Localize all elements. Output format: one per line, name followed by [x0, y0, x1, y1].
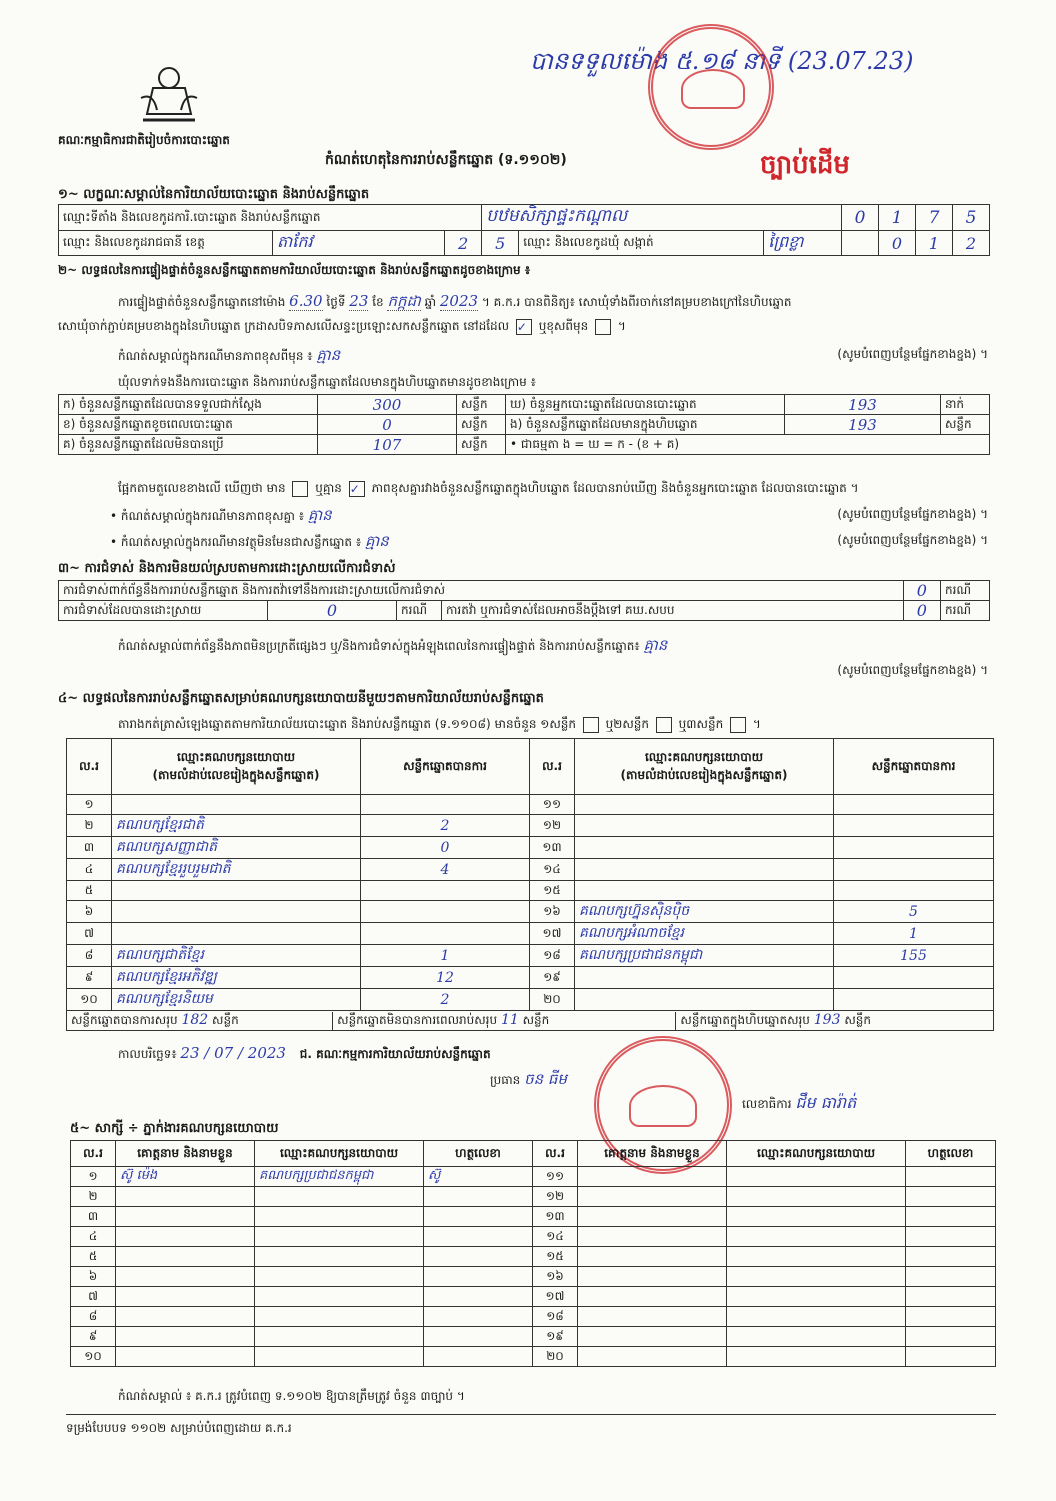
- form-page: គណៈកម្មាធិការជាតិរៀបចំការបោះឆ្នោត កំណត់ហេតុនៃការរាប់សន្លឹកឆ្នោត (ទ.១១០២) ច្បាប់ដើម បានទទួលម៉ោង ៥.១៨ នាទី (23.07.23) ១~ លក្ខណៈសម្គាល់នៃការិយាល័យបោះឆ្នោត និងរាប់សន្លឹកឆ្នោត ឈ្មោះទីតាំង និងលេខកូដការិ.បោះឆ្នោត និងរាប់សន្លឹកឆ្នោត បឋមសិក្សាផ្ទះកណ្តាល 0 1 7 5 ឈ្មោះ និងលេខកូដរាជធានី ខេត្ត តាកែវ 2 5 ឈ្មោះ និងលេខកូដឃុំ សង្កាត់ ព្រៃខ្លា 0 1 2 ២~ លទ្ធផលនៃការផ្ទៀងផ្ទាត់ចំនួនសន្លឹកឆ្នោតតាមការិយាល័យបោះឆ្នោត និងរាប់សន្លឹកឆ្នោតដូចខាងក្រោម ៖ ការផ្ទៀងផ្ទាត់ចំនួនសន្លឹកឆ្នោតនៅម៉ោង 6.30 ថ្ងៃទី 23 ខែ កក្កដា ឆ្នាំ 2023 ។ គ.ក.រ បានពិនិត្យ៖ សោឃុំទាំងពីរចាក់នៅគម្របខាងក្រៅនៃហិបឆ្នោត សោឃុំចាក់ភ្ជាប់គម្របខាងក្នុងនៃហិបឆ្នោត ក្រដាសបិទភាសលើសន្ទះប្រឡោះសកសន្លឹកឆ្នោត នៅដដែល ✓ ឬខុសពីមុន ។ កំណត់សម្គាល់ក្នុងករណីមានភាពខុសពីមុន ៖ គ្មាន (សូមបំពេញបន្ថែមផ្នែកខាងខ្នង) ។ ឃុំលទាក់ទងនឹងការបោះឆ្នោត និងការរាប់សន្លឹកឆ្នោតដែលមានក្នុងហិបឆ្នោតមានដូចខាងក្រោម ៖ ក) ចំនួនសន្លឹកឆ្នោតដែលបានទទួលជាក់ស្តែង 300 សន្លឹក ឃ) ចំនួនអ្នកបោះឆ្នោតដែលបានបោះឆ្នោត 193 នាក់ ខ) ចំនួនសន្លឹកឆ្នោតខូចពេលបោះឆ្នោត 0 សន្លឹក ង) ចំនួនសន្លឹកឆ្នោតដែលមានក្នុងហិបឆ្នោត 193 សន្លឹក គ) ចំនួនសន្លឹកឆ្នោតដែលមិនបានប្រើ 107 សន្លឹក • ជាធម្មតា ង = ឃ = ក - (ខ + គ) ផ្អែកតាមតួលេខខាងលើ ឃើញថា មាន ឬគ្មាន ✓ ភាពខុសគ្នារវាងចំនួនសន្លឹកឆ្នោតក្នុងហិបឆ្នោត ដែលបានរាប់ឃើញ និងចំនួនអ្នកបោះឆ្នោត ដែលបានបោះឆ្នោត ។ • កំណត់សម្គាល់ក្នុងករណីមានភាពខុសគ្នា ៖ គ្មាន (សូមបំពេញបន្ថែមផ្នែកខាងខ្នង) ។ • កំណត់សម្គាល់ក្នុងករណីមានវត្ថុមិនមែនជាសន្លឹកឆ្នោត ៖ គ្មាន (សូមបំពេញបន្ថែមផ្នែកខាងខ្នង) ។ ៣~ ការជំទាស់ និងការមិនយល់ស្របតាមការដោះស្រាយលើការជំទាស់ ការជំទាស់ពាក់ព័ន្ធនឹងការរាប់សន្លឹកឆ្នោត និងការតវ៉ាទៅនឹងការដោះស្រាយលើការជំទាស់ 0 ករណី ការជំទាស់ដែលបានដោះស្រាយ 0 ករណី ការតវ៉ា ឬការជំទាស់ដែលអាចនឹងប្តឹងទៅ គឃ.សបប 0 ករណី កំណត់សម្គាល់ពាក់ព័ន្ធនឹងភាពមិនប្រក្រតីផ្សេងៗ ឬ/និងការជំទាស់ក្នុងអំឡុងពេលនៃការផ្ទៀងផ្ទាត់ និងការរាប់សន្លឹកឆ្នោត៖ គ្មាន (សូមបំពេញបន្ថែមផ្នែកខាងខ្នង) ។ ៤~ លទ្ធផលនៃការរាប់សន្លឹកឆ្នោតសម្រាប់គណបក្សនយោបាយនីមួយៗតាមការិយាល័យរាប់សន្លឹកឆ្នោត តារាងកត់ត្រាសំឡេងឆ្នោតតាមការិយាល័យបោះឆ្នោត និងរាប់សន្លឹកឆ្នោត (ទ.១១០៨) មានចំនួន ១សន្លឹក ឬ២សន្លឹក ឬ៣សន្លឹក ។ ល.រ ឈ្មោះគណបក្សនយោបាយ (តាមលំដាប់លេខរៀងក្នុងសន្លឹកឆ្នោត) សន្លឹកឆ្នោតបានការ ល.រ ឈ្មោះគណបក្សនយោបាយ (តាមលំដាប់លេខរៀងក្នុងសន្លឹកឆ្នោត) សន្លឹកឆ្នោតបានការ ១ ១១ ២ គណបក្សខ្មែរជាតិ 2 ១២ ៣ គណបក្សសញ្ញាជាតិ 0 ១៣ ៤ គណបក្សខ្មែររួបរួមជាតិ 4 ១៤ ៥ ១៥ ៦ ១៦ គណបក្សហ្វ៊ុនស៊ិនប៉ិច 5 ៧ ១៧ គណបក្សអំណាចខ្មែរ 1 ៨ គណបក្សជាតិខ្មែរ 1 ១៨ គណបក្សប្រជាជនកម្ពុជា 155 ៩ គណបក្សខ្មែរអភិវឌ្ឍ 12 ១៩ ១០ គណបក្សខ្មែរនិយម 2 ២០ សន្លឹកឆ្នោតបានការសរុប 182 សន្លឹក សន្លឹកឆ្នោតមិនបានការពេលរាប់សរុប 11 សន្លឹក សន្លឹកឆ្នោតក្នុងហិបឆ្នោតសរុប 193 សន្លឹក កាលបរិច្ឆេទ៖ 23 / 07 / 2023 ជ. គណៈកម្មការការិយាល័យរាប់សន្លឹកឆ្នោត ប្រធាន ចន ធីម លេខាធិការ ជឹម ធារ៉ាត់ ៥~ សាក្សី ÷ ភ្នាក់ងារគណបក្សនយោបាយ ល.រ គោត្តនាម និងនាមខ្លួន ឈ្មោះគណបក្សនយោបាយ ហត្ថលេខា ល.រ គោត្តនាម និងនាមខ្លួន ឈ្មោះគណបក្សនយោបាយ ហត្ថលេខា ១ ស៊ូ ម៉េង គណបក្សប្រជាជនកម្ពុជា ស៊ូ ១១ ២ ១២ ៣ ១៣ ៤ ១៤ ៥ ១៥ ៦ ១៦ ៧ ១៧ ៨ ១៨ ៩ ១៩ ១០ ២០ កំណត់សម្គាល់ ៖ គ.ក.រ ត្រូវបំពេញ ទ.១១០២ ឱ្យបានត្រឹមត្រូវ ចំនួន ៣ច្បាប់ ។ ទម្រង់បែបបទ ១១០២ សម្រាប់បំពេញដោយ គ.ក.រ: [0, 0, 1056, 1501]
- witness-name: [578, 1207, 727, 1227]
- emblem-icon: [133, 58, 205, 128]
- witness-party: [727, 1327, 906, 1347]
- party-name: [112, 901, 361, 923]
- verify-line-1: ការផ្ទៀងផ្ទាត់ចំនួនសន្លឹកឆ្នោតនៅម៉ោង 6.30 ថ្ងៃទី 23 ខែ កក្កដា ឆ្នាំ 2023 ។ គ.ក.រ បានពិនិត្យ៖ សោឃុំទាំងពីរចាក់នៅគម្របខាងក្រៅនៃហិបឆ្នោត: [118, 292, 792, 310]
- party-name: [112, 923, 361, 945]
- witness-signature: [424, 1227, 533, 1247]
- witness-signature: [906, 1207, 996, 1227]
- province-code-1: 2: [445, 231, 482, 256]
- witness-table: ល.រ គោត្តនាម និងនាមខ្លួន ឈ្មោះគណបក្សនយោបាយ ហត្ថលេខា ល.រ គោត្តនាម និងនាមខ្លួន ឈ្មោះគណបក្សនយោបាយ ហត្ថលេខា ១ ស៊ូ ម៉េង គណបក្សប្រជាជនកម្ពុជា ស៊ូ ១១ ២ ១២ ៣ ១៣ ៤ ១៤ ៥ ១៥ ៦ ១៦ ៧ ១៧ ៨ ១៨ ៩ ១៩ ១០ ២០: [70, 1140, 996, 1367]
- date-value: 23 / 07 / 2023: [180, 1044, 286, 1062]
- party-row-number: ៤: [67, 859, 112, 881]
- verify-year: 2023: [439, 292, 479, 310]
- site-code-1: 0: [842, 205, 879, 231]
- witness-name: [578, 1287, 727, 1307]
- appeals-value: 0: [903, 601, 940, 621]
- witness-name: [116, 1207, 255, 1227]
- form-note: ទម្រង់បែបបទ ១១០២ សម្រាប់បំពេញដោយ គ.ក.រ: [66, 1421, 292, 1435]
- party-votes: [834, 859, 994, 881]
- party-row-number: ១៩: [530, 967, 575, 989]
- witness-row-number: ៦: [71, 1267, 116, 1287]
- party-row-number: ២: [67, 815, 112, 837]
- table-row: [71, 1307, 996, 1327]
- party-row-number: ១៨: [530, 945, 575, 967]
- witness-signature: [424, 1307, 533, 1327]
- total-invalid: 11: [500, 1011, 519, 1028]
- resolved-value: 0: [268, 601, 397, 621]
- witness-row-number: ១៨: [533, 1307, 578, 1327]
- party-name: គណបក្សជាតិខ្មែរ: [112, 945, 361, 967]
- party-name: [575, 967, 834, 989]
- party-votes: [834, 837, 994, 859]
- witness-row-number: ៣: [71, 1207, 116, 1227]
- party-row-number: ៩: [67, 967, 112, 989]
- party-votes: [834, 795, 994, 815]
- unused-value: 107: [318, 435, 457, 455]
- witness-name: [116, 1347, 255, 1367]
- witness-name: [578, 1327, 727, 1347]
- commune-value: ព្រៃខ្លា: [764, 231, 842, 256]
- witness-signature: [906, 1287, 996, 1307]
- witness-name: [578, 1347, 727, 1367]
- witness-party: [727, 1187, 906, 1207]
- table-row: [67, 901, 994, 923]
- has-difference-checkbox[interactable]: [292, 481, 308, 497]
- witness-signature: [424, 1347, 533, 1367]
- verify-line-2: សោឃុំចាក់ភ្ជាប់គម្របខាងក្នុងនៃហិបឆ្នោត ក្រដាសបិទភាសលើសន្ទះប្រឡោះសកសន្លឹកឆ្នោត នៅដដែល ✓ ឬខុសពីមុន ។: [58, 319, 626, 334]
- witness-name: [116, 1287, 255, 1307]
- site-label: ឈ្មោះទីតាំង និងលេខកូដការិ.បោះឆ្នោត និងរាប់សន្លឹកឆ្នោត: [59, 205, 482, 231]
- witness-name: [116, 1247, 255, 1267]
- party-row-number: ១០: [67, 989, 112, 1011]
- party-name: [575, 989, 834, 1011]
- difference-note: • កំណត់សម្គាល់ក្នុងករណីមានភាពខុសគ្នា ៖ គ្មាន (សូមបំពេញបន្ថែមផ្នែកខាងខ្នង) ។: [110, 506, 988, 524]
- secretary-signature: ជឹម ធារ៉ាត់: [795, 1093, 857, 1112]
- witness-party: [727, 1287, 906, 1307]
- party-votes: [834, 815, 994, 837]
- party-row-number: ១៥: [530, 881, 575, 901]
- table-row: [71, 1327, 996, 1347]
- handwritten-receipt: បានទទួលម៉ោង ៥.១៨ នាទី (23.07.23): [530, 47, 914, 75]
- verify-month: កក្កដា: [387, 292, 421, 310]
- province-code-2: 5: [482, 231, 519, 256]
- party-name: គណបក្សខ្មែរអភិវឌ្ឍ: [112, 967, 361, 989]
- witness-row-number: ១១: [533, 1167, 578, 1187]
- chair-signature: ចន ធីម: [524, 1070, 567, 1088]
- witness-party: [727, 1347, 906, 1367]
- party-votes: [834, 881, 994, 901]
- party-row-number: ១: [67, 795, 112, 815]
- witness-row-number: ១៣: [533, 1207, 578, 1227]
- witness-row-number: ២: [71, 1187, 116, 1207]
- foreign-object-value: គ្មាន: [364, 532, 389, 550]
- party-votes: 4: [361, 859, 530, 881]
- footnote: កំណត់សម្គាល់ ៖ គ.ក.រ ត្រូវបំពេញ ទ.១១០២ ឱ្យបានត្រឹមត្រូវ ចំនួន ៣ច្បាប់ ។: [118, 1389, 465, 1403]
- date-line: កាលបរិច្ឆេទ៖ 23 / 07 / 2023 ជ. គណៈកម្មការការិយាល័យរាប់សន្លឹកឆ្នោត: [118, 1044, 491, 1062]
- witness-party: [727, 1267, 906, 1287]
- copy-label: ច្បាប់ដើម: [760, 150, 850, 180]
- witness-row-number: ៩: [71, 1327, 116, 1347]
- witness-party: [727, 1247, 906, 1267]
- province-label: ឈ្មោះ និងលេខកូដរាជធានី ខេត្ត: [59, 231, 273, 256]
- section1-table: [58, 204, 990, 256]
- witness-signature: [906, 1327, 996, 1347]
- witness-signature: [424, 1287, 533, 1307]
- party-row-number: ១៦: [530, 901, 575, 923]
- total-box: 193: [813, 1011, 841, 1028]
- party-row-number: ៣: [67, 837, 112, 859]
- difference-note-value: គ្មាន: [307, 506, 332, 524]
- table-row: [67, 967, 994, 989]
- party-votes: 2: [361, 815, 530, 837]
- witness-row-number: ១០: [71, 1347, 116, 1367]
- voters-value: 193: [785, 395, 941, 415]
- witness-row-number: ៨: [71, 1307, 116, 1327]
- form-title: កំណត់ហេតុនៃការរាប់សន្លឹកឆ្នោត (ទ.១១០២): [325, 152, 567, 168]
- party-row-number: ១៧: [530, 923, 575, 945]
- total-valid: 182: [181, 1011, 209, 1028]
- witness-party: [727, 1227, 906, 1247]
- table-row: [67, 989, 994, 1011]
- witness-name: [116, 1267, 255, 1287]
- table-row: [71, 1187, 996, 1207]
- secretary-line: លេខាធិការ ជឹម ធារ៉ាត់: [742, 1093, 857, 1112]
- official-stamp-top: [648, 24, 774, 150]
- irregularity-value: គ្មាន: [643, 636, 668, 654]
- witness-row-number: ២០: [533, 1347, 578, 1367]
- tally-sheet-line: តារាងកត់ត្រាសំឡេងឆ្នោតតាមការិយាល័យបោះឆ្នោត និងរាប់សន្លឹកឆ្នោត (ទ.១១០៨) មានចំនួន ១សន្លឹក ឬ២សន្លឹក ឬ៣សន្លឹក ។: [118, 717, 761, 731]
- site-code-4: 5: [953, 205, 990, 231]
- result-intro: ឃុំលទាក់ទងនឹងការបោះឆ្នោត និងការរាប់សន្លឹកឆ្នោតដែលមានក្នុងហិបឆ្នោតមានដូចខាងក្រោម ៖: [118, 375, 536, 389]
- section1-title: ១~ លក្ខណៈសម្គាល់នៃការិយាល័យបោះឆ្នោត និងរាប់សន្លឹកឆ្នោត: [58, 187, 370, 202]
- witness-party: [255, 1247, 424, 1267]
- site-value: បឋមសិក្សាផ្ទះកណ្តាល: [482, 205, 842, 231]
- party-votes: 0: [361, 837, 530, 859]
- party-row-number: ៧: [67, 923, 112, 945]
- totals-row: សន្លឹកឆ្នោតបានការសរុប 182 សន្លឹក សន្លឹកឆ្នោតមិនបានការពេលរាប់សរុប 11 សន្លឹក សន្លឹកឆ្នោតក្នុងហិបឆ្នោតសរុប 193 សន្លឹក: [67, 1012, 993, 1030]
- complaints-table: ការជំទាស់ពាក់ព័ន្ធនឹងការរាប់សន្លឹកឆ្នោត និងការតវ៉ាទៅនឹងការដោះស្រាយលើការជំទាស់ 0 ករណី ការជំទាស់ដែលបានដោះស្រាយ 0 ករណី ការតវ៉ា ឬការជំទាស់ដែលអាចនឹងប្តឹងទៅ គឃ.សបប 0 ករណី: [58, 580, 990, 621]
- table-row: [67, 859, 994, 881]
- witness-row-number: ៧: [71, 1287, 116, 1307]
- party-name: គណបក្សខ្មែរជាតិ: [112, 815, 361, 837]
- party-votes: 1: [834, 923, 994, 945]
- section2-title: ២~ លទ្ធផលនៃការផ្ទៀងផ្ទាត់ចំនួនសន្លឹកឆ្នោតតាមការិយាល័យបោះឆ្នោត និងរាប់សន្លឹកឆ្នោតដូចខាងក្រោម ៖: [58, 263, 531, 277]
- witness-party: [255, 1327, 424, 1347]
- witness-party: [255, 1307, 424, 1327]
- witness-party: [255, 1227, 424, 1247]
- party-name: គណបក្សខ្មែរនិយម: [112, 989, 361, 1011]
- party-name: គណបក្សអំណាចខ្មែរ: [575, 923, 834, 945]
- province-value: តាកែវ: [273, 231, 445, 256]
- party-votes: [834, 989, 994, 1011]
- foreign-object-note: • កំណត់សម្គាល់ក្នុងករណីមានវត្ថុមិនមែនជាសន្លឹកឆ្នោត ៖ គ្មាន (សូមបំពេញបន្ថែមផ្នែកខាងខ្នង) ។: [110, 532, 988, 550]
- witness-name: [578, 1167, 727, 1187]
- witness-signature: [424, 1187, 533, 1207]
- site-code-3: 7: [916, 205, 953, 231]
- witness-signature: [906, 1227, 996, 1247]
- commune-label: ឈ្មោះ និងលេខកូដឃុំ សង្កាត់: [519, 231, 764, 256]
- witness-signature: [906, 1247, 996, 1267]
- party-name: [575, 795, 834, 815]
- party-name: [575, 837, 834, 859]
- received-value: 300: [318, 395, 457, 415]
- table-row: [71, 1347, 996, 1367]
- party-votes: [361, 881, 530, 901]
- witness-party: [727, 1167, 906, 1187]
- commune-code-3: 2: [953, 231, 990, 256]
- witness-party: [255, 1207, 424, 1227]
- changed-checkbox[interactable]: [595, 319, 611, 335]
- witness-signature: [424, 1247, 533, 1267]
- witness-row-number: ១៥: [533, 1247, 578, 1267]
- party-row-number: ២០: [530, 989, 575, 1011]
- party-votes: 1: [361, 945, 530, 967]
- witness-name: [578, 1267, 727, 1287]
- section5-title: ៥~ សាក្សី ÷ ភ្នាក់ងារគណបក្សនយោបាយ: [70, 1121, 279, 1136]
- party-name: [575, 859, 834, 881]
- difference-line: ផ្អែកតាមតួលេខខាងលើ ឃើញថា មាន ឬគ្មាន ✓ ភាពខុសគ្នារវាងចំនួនសន្លឹកឆ្នោតក្នុងហិបឆ្នោត ដែលបានរាប់ឃើញ និងចំនួនអ្នកបោះឆ្នោត ដែលបានបោះឆ្នោត ។: [118, 481, 859, 496]
- party-name: គណបក្សសញ្ញាជាតិ: [112, 837, 361, 859]
- party-votes: 12: [361, 967, 530, 989]
- table-row: [71, 1227, 996, 1247]
- witness-name: [116, 1307, 255, 1327]
- party-row-number: ៦: [67, 901, 112, 923]
- witness-signature: ស៊ូ: [424, 1167, 533, 1187]
- party-votes: 155: [834, 945, 994, 967]
- table-row: [67, 881, 994, 901]
- witness-name: ស៊ូ ម៉េង: [116, 1167, 255, 1187]
- table-row: [67, 815, 994, 837]
- one-sheet-checkbox[interactable]: [583, 717, 599, 733]
- witness-name: [116, 1187, 255, 1207]
- ballot-count-table: ក) ចំនួនសន្លឹកឆ្នោតដែលបានទទួលជាក់ស្តែង 300 សន្លឹក ឃ) ចំនួនអ្នកបោះឆ្នោតដែលបានបោះឆ្នោត 193 នាក់ ខ) ចំនួនសន្លឹកឆ្នោតខូចពេលបោះឆ្នោត 0 សន្លឹក ង) ចំនួនសន្លឹកឆ្នោតដែលមានក្នុងហិបឆ្នោត 193 សន្លឹក គ) ចំនួនសន្លឹកឆ្នោតដែលមិនបានប្រើ 107 សន្លឹក • ជាធម្មតា ង = ឃ = ក - (ខ + គ): [58, 394, 990, 455]
- witness-name: [116, 1327, 255, 1347]
- witness-signature: [906, 1307, 996, 1327]
- witness-signature: [424, 1267, 533, 1287]
- witness-row-number: ១៤: [533, 1227, 578, 1247]
- table-row: [67, 795, 994, 815]
- formula-note: • ជាធម្មតា ង = ឃ = ក - (ខ + គ): [506, 435, 990, 455]
- commune-code-1: 0: [879, 231, 916, 256]
- witness-row-number: ១៧: [533, 1287, 578, 1307]
- section3-title: ៣~ ការជំទាស់ និងការមិនយល់ស្របតាមការដោះស្រាយលើការជំទាស់: [58, 561, 396, 576]
- table-row: [71, 1287, 996, 1307]
- party-name: គណបក្សហ្វ៊ុនស៊ិនប៉ិច: [575, 901, 834, 923]
- note-change-value: គ្មាន: [316, 346, 341, 364]
- no-difference-checkbox[interactable]: ✓: [349, 481, 365, 497]
- witness-row-number: ១: [71, 1167, 116, 1187]
- verify-time: 6.30: [289, 292, 323, 310]
- party-votes-table: ល.រ ឈ្មោះគណបក្សនយោបាយ (តាមលំដាប់លេខរៀងក្នុងសន្លឹកឆ្នោត) សន្លឹកឆ្នោតបានការ ល.រ ឈ្មោះគណបក្សនយោបាយ (តាមលំដាប់លេខរៀងក្នុងសន្លឹកឆ្នោត) សន្លឹកឆ្នោតបានការ ១ ១១ ២ គណបក្សខ្មែរជាតិ 2 ១២ ៣ គណបក្សសញ្ញាជាតិ 0 ១៣ ៤ គណបក្សខ្មែររួបរួមជាតិ 4 ១៤ ៥ ១៥ ៦ ១៦ គណបក្សហ្វ៊ុនស៊ិនប៉ិច 5 ៧ ១៧ គណបក្សអំណាចខ្មែរ 1 ៨ គណបក្សជាតិខ្មែរ 1 ១៨ គណបក្សប្រជាជនកម្ពុជា 155 ៩ គណបក្សខ្មែរអភិវឌ្ឍ 12 ១៩ ១០ គណបក្សខ្មែរនិយម 2 ២០ សន្លឹកឆ្នោតបានការសរុប 182 សន្លឹក សន្លឹកឆ្នោតមិនបានការពេលរាប់សរុប 11 សន្លឹក សន្លឹកឆ្នោតក្នុងហិបឆ្នោតសរុប 193 សន្លឹក: [66, 738, 994, 1031]
- three-sheet-checkbox[interactable]: [730, 717, 746, 733]
- party-name: [112, 795, 361, 815]
- party-votes: [361, 901, 530, 923]
- witness-party: គណបក្សប្រជាជនកម្ពុជា: [255, 1167, 424, 1187]
- witness-name: [578, 1227, 727, 1247]
- spoiled-value: 0: [318, 415, 457, 435]
- witness-party: [727, 1207, 906, 1227]
- table-row: [67, 923, 994, 945]
- party-row-number: ១២: [530, 815, 575, 837]
- org-name: គណៈកម្មាធិការជាតិរៀបចំការបោះឆ្នោត: [58, 133, 230, 147]
- party-row-number: ៨: [67, 945, 112, 967]
- party-name: គណបក្សខ្មែររួបរួមជាតិ: [112, 859, 361, 881]
- party-row-number: ១១: [530, 795, 575, 815]
- table-row: [67, 945, 994, 967]
- party-votes: 5: [834, 901, 994, 923]
- footer-divider: [66, 1414, 996, 1415]
- table-row: [71, 1167, 996, 1187]
- commune-code-2: 1: [916, 231, 953, 256]
- witness-row-number: ៥: [71, 1247, 116, 1267]
- party-votes: [834, 967, 994, 989]
- party-row-number: ១៣: [530, 837, 575, 859]
- party-votes: [361, 923, 530, 945]
- party-name: [575, 815, 834, 837]
- irregularity-note: កំណត់សម្គាល់ពាក់ព័ន្ធនឹងភាពមិនប្រក្រតីផ្សេងៗ ឬ/និងការជំទាស់ក្នុងអំឡុងពេលនៃការផ្ទៀងផ្ទាត់ និងការរាប់សន្លឹកឆ្នោត៖ គ្មាន: [118, 636, 668, 654]
- witness-name: [578, 1247, 727, 1267]
- note-change-line: កំណត់សម្គាល់ក្នុងករណីមានភាពខុសពីមុន ៖ គ្មាន (សូមបំពេញបន្ថែមផ្នែកខាងខ្នង) ។: [118, 346, 988, 364]
- party-rows: [67, 795, 994, 1011]
- witness-party: [727, 1307, 906, 1327]
- witness-party: [255, 1287, 424, 1307]
- unchanged-checkbox[interactable]: ✓: [516, 319, 532, 335]
- witness-name: [116, 1227, 255, 1247]
- witness-row-number: ១៩: [533, 1327, 578, 1347]
- party-row-number: ១៤: [530, 859, 575, 881]
- two-sheet-checkbox[interactable]: [656, 717, 672, 733]
- section4-title: ៤~ លទ្ធផលនៃការរាប់សន្លឹកឆ្នោតសម្រាប់គណបក្សនយោបាយនីមួយៗតាមការិយាល័យរាប់សន្លឹកឆ្នោត: [58, 691, 544, 706]
- witness-row-number: ១៦: [533, 1267, 578, 1287]
- witness-signature: [424, 1207, 533, 1227]
- witness-party: [255, 1187, 424, 1207]
- table-row: [71, 1247, 996, 1267]
- witness-row-number: ១២: [533, 1187, 578, 1207]
- table-row: [71, 1207, 996, 1227]
- table-row: [71, 1267, 996, 1287]
- party-name: គណបក្សប្រជាជនកម្ពុជា: [575, 945, 834, 967]
- chair-line: ប្រធាន ចន ធីម: [490, 1070, 567, 1088]
- witness-rows: [71, 1167, 996, 1367]
- verify-day: 23: [349, 292, 369, 310]
- witness-signature: [906, 1167, 996, 1187]
- witness-signature: [906, 1187, 996, 1207]
- ballots-in-box-value: 193: [785, 415, 941, 435]
- witness-party: [255, 1267, 424, 1287]
- party-votes: 2: [361, 989, 530, 1011]
- witness-party: [255, 1347, 424, 1367]
- witness-row-number: ៤: [71, 1227, 116, 1247]
- witness-name: [578, 1307, 727, 1327]
- table-row: [67, 837, 994, 859]
- complaints-value: 0: [903, 581, 940, 601]
- witness-signature: [906, 1267, 996, 1287]
- witness-signature: [424, 1327, 533, 1347]
- party-name: [575, 881, 834, 901]
- party-name: [112, 881, 361, 901]
- witness-signature: [906, 1347, 996, 1367]
- site-code-2: 1: [879, 205, 916, 231]
- witness-name: [578, 1187, 727, 1207]
- party-votes: [361, 795, 530, 815]
- party-row-number: ៥: [67, 881, 112, 901]
